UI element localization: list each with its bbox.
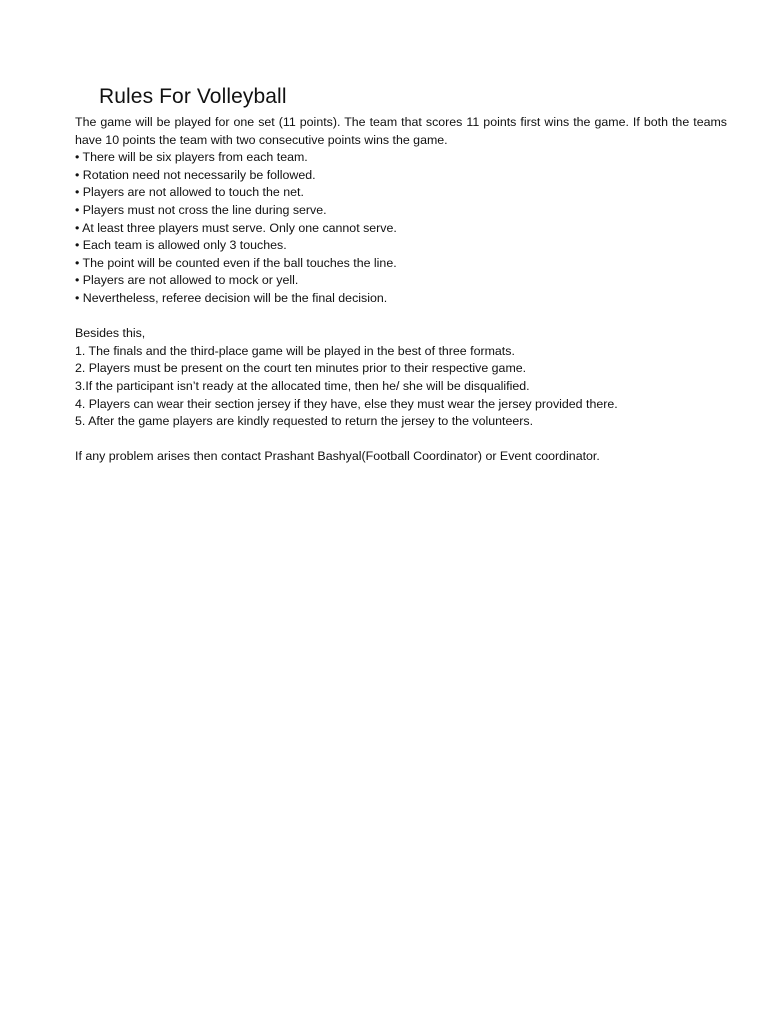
bullet-item: • Players must not cross the line during serve. <box>75 202 327 217</box>
bullet-item: • Rotation need not necessarily be followed. <box>75 167 316 182</box>
numbered-item: 3.If the participant isn’t ready at the allocated time, then he/ she will be disqualified. <box>75 378 530 393</box>
bullet-item: • Each team is allowed only 3 touches. <box>75 238 287 253</box>
numbered-item: 4. Players can wear their section jersey if they have, else they must wear the jersey provided there. <box>75 396 618 411</box>
numbered-item: 1. The finals and the third-place game will be played in the best of three formats. <box>75 343 515 358</box>
bullet-item: • At least three players must serve. Only one cannot serve. <box>75 220 397 235</box>
rules-numbered-list <box>75 343 727 431</box>
paragraph-spacer <box>75 308 727 326</box>
bullet-item: • Players are not allowed to touch the net. <box>75 185 304 200</box>
rules-bullet-list <box>75 149 727 307</box>
besides-heading: Besides this, <box>75 326 146 341</box>
document-content <box>75 84 727 466</box>
bullet-item: • The point will be counted even if the ball touches the line. <box>75 255 397 270</box>
bullet-item: • Nevertheless, referee decision will be the final decision. <box>75 290 388 305</box>
intro-paragraph: The game will be played for one set (11 points). The team that scores 11 points first wins the game. If both the teams have 10 points the team with two consecutive points wins the game. <box>75 115 727 147</box>
paragraph-spacer <box>75 431 727 449</box>
numbered-item: 5. After the game players are kindly requested to return the jersey to the volunteers. <box>75 414 534 429</box>
contact-paragraph: If any problem arises then contact Prashant Bashyal(Football Coordinator) or Event coordinator. <box>75 449 600 464</box>
bullet-item: • There will be six players from each team. <box>75 150 308 165</box>
numbered-item: 2. Players must be present on the court ten minutes prior to their respective game. <box>75 361 527 376</box>
bullet-item: • Players are not allowed to mock or yell. <box>75 273 299 288</box>
document-title: Rules For Volleyball <box>99 85 287 108</box>
